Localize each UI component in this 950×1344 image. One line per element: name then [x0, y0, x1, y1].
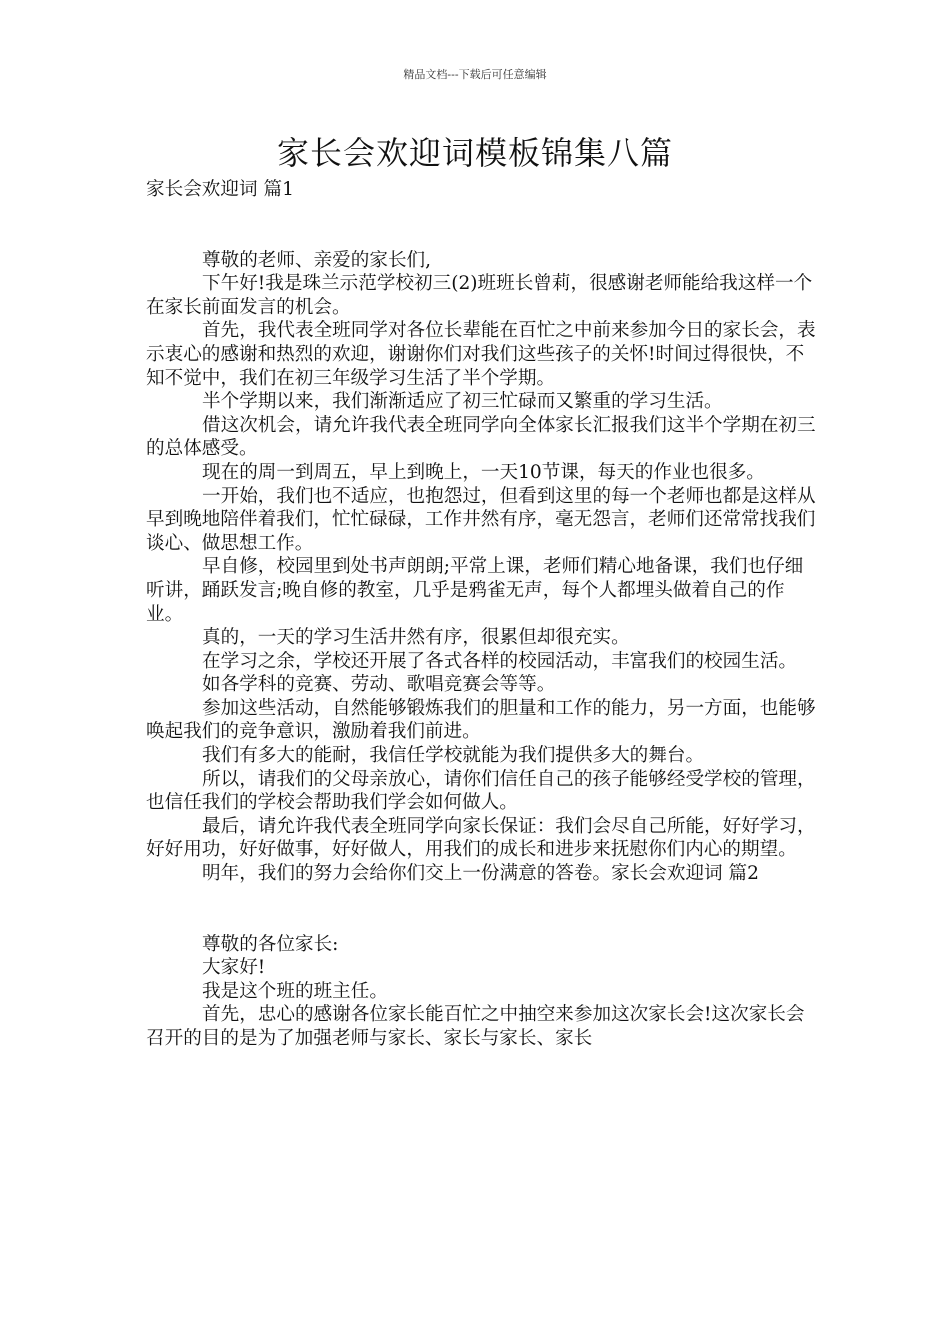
- paragraph: 如各学科的竞赛、劳动、歌唱竞赛会等等。: [202, 674, 556, 696]
- document-title: 家长会欢迎词模板锦集八篇: [276, 134, 673, 172]
- salutation-2: 尊敬的各位家长:: [202, 933, 339, 955]
- paragraph: 下午好!我是珠兰示范学校初三(2)班班长曾莉，很感谢老师能给我这样一个在家长前面发言的机会。: [146, 273, 813, 318]
- spacer: [146, 202, 818, 249]
- paragraph: 我们有多大的能耐，我信任学校就能为我们提供多大的舞台。: [202, 745, 705, 767]
- paragraph: 我是这个班的班主任。: [202, 980, 388, 1002]
- paragraph: 首先，我代表全班同学对各位长辈能在百忙之中前来参加今日的家长会，表示衷心的感谢和热烈的欢迎，谢谢你们对我们这些孩子的关怀!时间过得很快，不知不觉中，我们在初三年级学习生活了半个学期。: [146, 320, 816, 389]
- paragraph: 半个学期以来，我们渐渐适应了初三忙碌而又繁重的学习生活。: [202, 391, 723, 413]
- page-header: 精品文档---下载后可任意编辑: [403, 68, 547, 81]
- paragraph: 参加这些活动，自然能够锻炼我们的胆量和工作的能力，另一方面，也能够唤起我们的竞争意识，激励着我们前进。: [146, 697, 816, 743]
- paragraph: 在学习之余，学校还开展了各式各样的校园活动，丰富我们的校园生活。: [202, 650, 798, 672]
- paragraph: 大家好!: [202, 957, 266, 979]
- paragraph: 首先，忠心的感谢各位家长能百忙之中抽空来参加这次家长会!这次家长会召开的目的是为了加强老师与家长、家长与家长、家长: [146, 1004, 805, 1049]
- paragraph: 现在的周一到周五，早上到晚上，一天10节课，每天的作业也很多。: [202, 461, 765, 483]
- paragraph: 早自修，校园里到处书声朗朗;平常上课，老师们精心地备课，我们也仔细听讲，踊跃发言;晚自修的教室，几乎是鸦雀无声，每个人都埋头做着自己的作业。: [146, 556, 804, 625]
- document-body: [146, 178, 818, 1051]
- section-heading-1: 家长会欢迎词 篇1: [146, 179, 294, 200]
- paragraph: 最后，请允许我代表全班同学向家长保证：我们会尽自己所能，好好学习，好好用功，好好做事，好好做人，用我们的成长和进步来抚慰你们内心的期望。: [146, 815, 816, 861]
- salutation-1: 尊敬的老师、亲爱的家长们,: [202, 249, 432, 271]
- spacer: [146, 886, 818, 933]
- paragraph: 一开始，我们也不适应，也抱怨过，但看到这里的每一个老师也都是这样从早到晚地陪伴着我们，忙忙碌碌，工作井然有序，毫无怨言，老师们还常常找我们谈心、做思想工作。: [146, 485, 816, 554]
- paragraph: 明年，我们的努力会给你们交上一份满意的答卷。家长会欢迎词 篇2: [202, 863, 759, 885]
- paragraph: 所以，请我们的父母亲放心，请你们信任自己的孩子能够经受学校的管理，也信任我们的学校会帮助我们学会如何做人。: [146, 768, 816, 814]
- paragraph: 借这次机会，请允许我代表全班同学向全体家长汇报我们这半个学期在初三的总体感受。: [146, 414, 816, 460]
- paragraph: 真的，一天的学习生活井然有序，很累但却很充实。: [202, 627, 630, 649]
